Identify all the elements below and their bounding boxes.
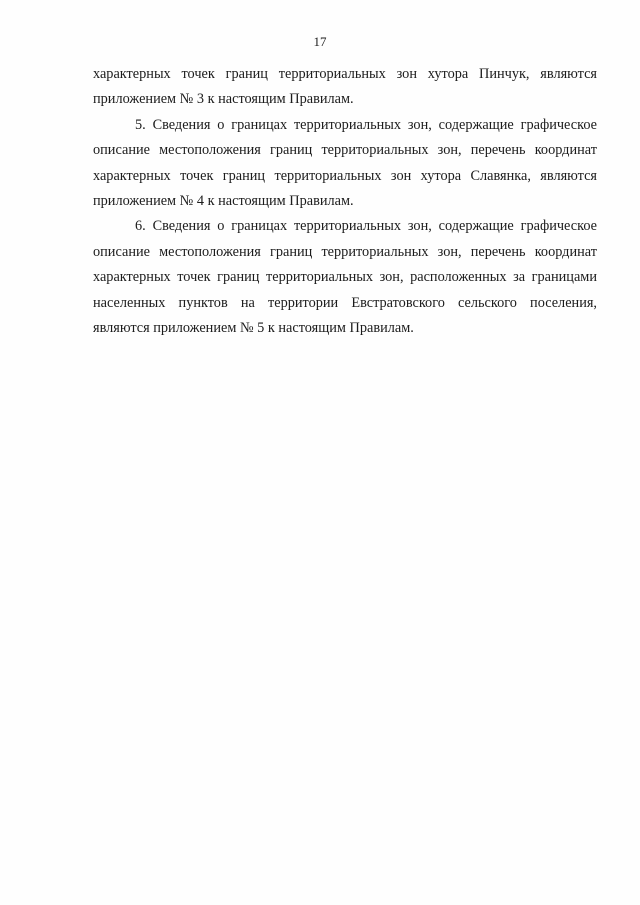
document-body <box>93 62 597 341</box>
paragraph-item-6: 6. Сведения о границах территориальных зон, содержащие графическое описание местоположения границ территориальных зон, перечень координат характерных точек границ территориальных зон, расположенных за границами населенных пунктов на территории Евстратовского сельского поселения, являются приложением № 5 к настоящим Правилам. <box>93 218 597 337</box>
paragraph-continuation: характерных точек границ территориальных зон хутора Пинчук, являются приложением № 3 к настоящим Правилам. <box>93 66 597 108</box>
paragraph-item-5: 5. Сведения о границах территориальных зон, содержащие графическое описание местоположения границ территориальных зон, перечень координат характерных точек границ территориальных зон хутора Славянка, являются приложением № 4 к настоящим Правилам. <box>93 116 597 210</box>
page-number: 17 <box>313 34 327 49</box>
